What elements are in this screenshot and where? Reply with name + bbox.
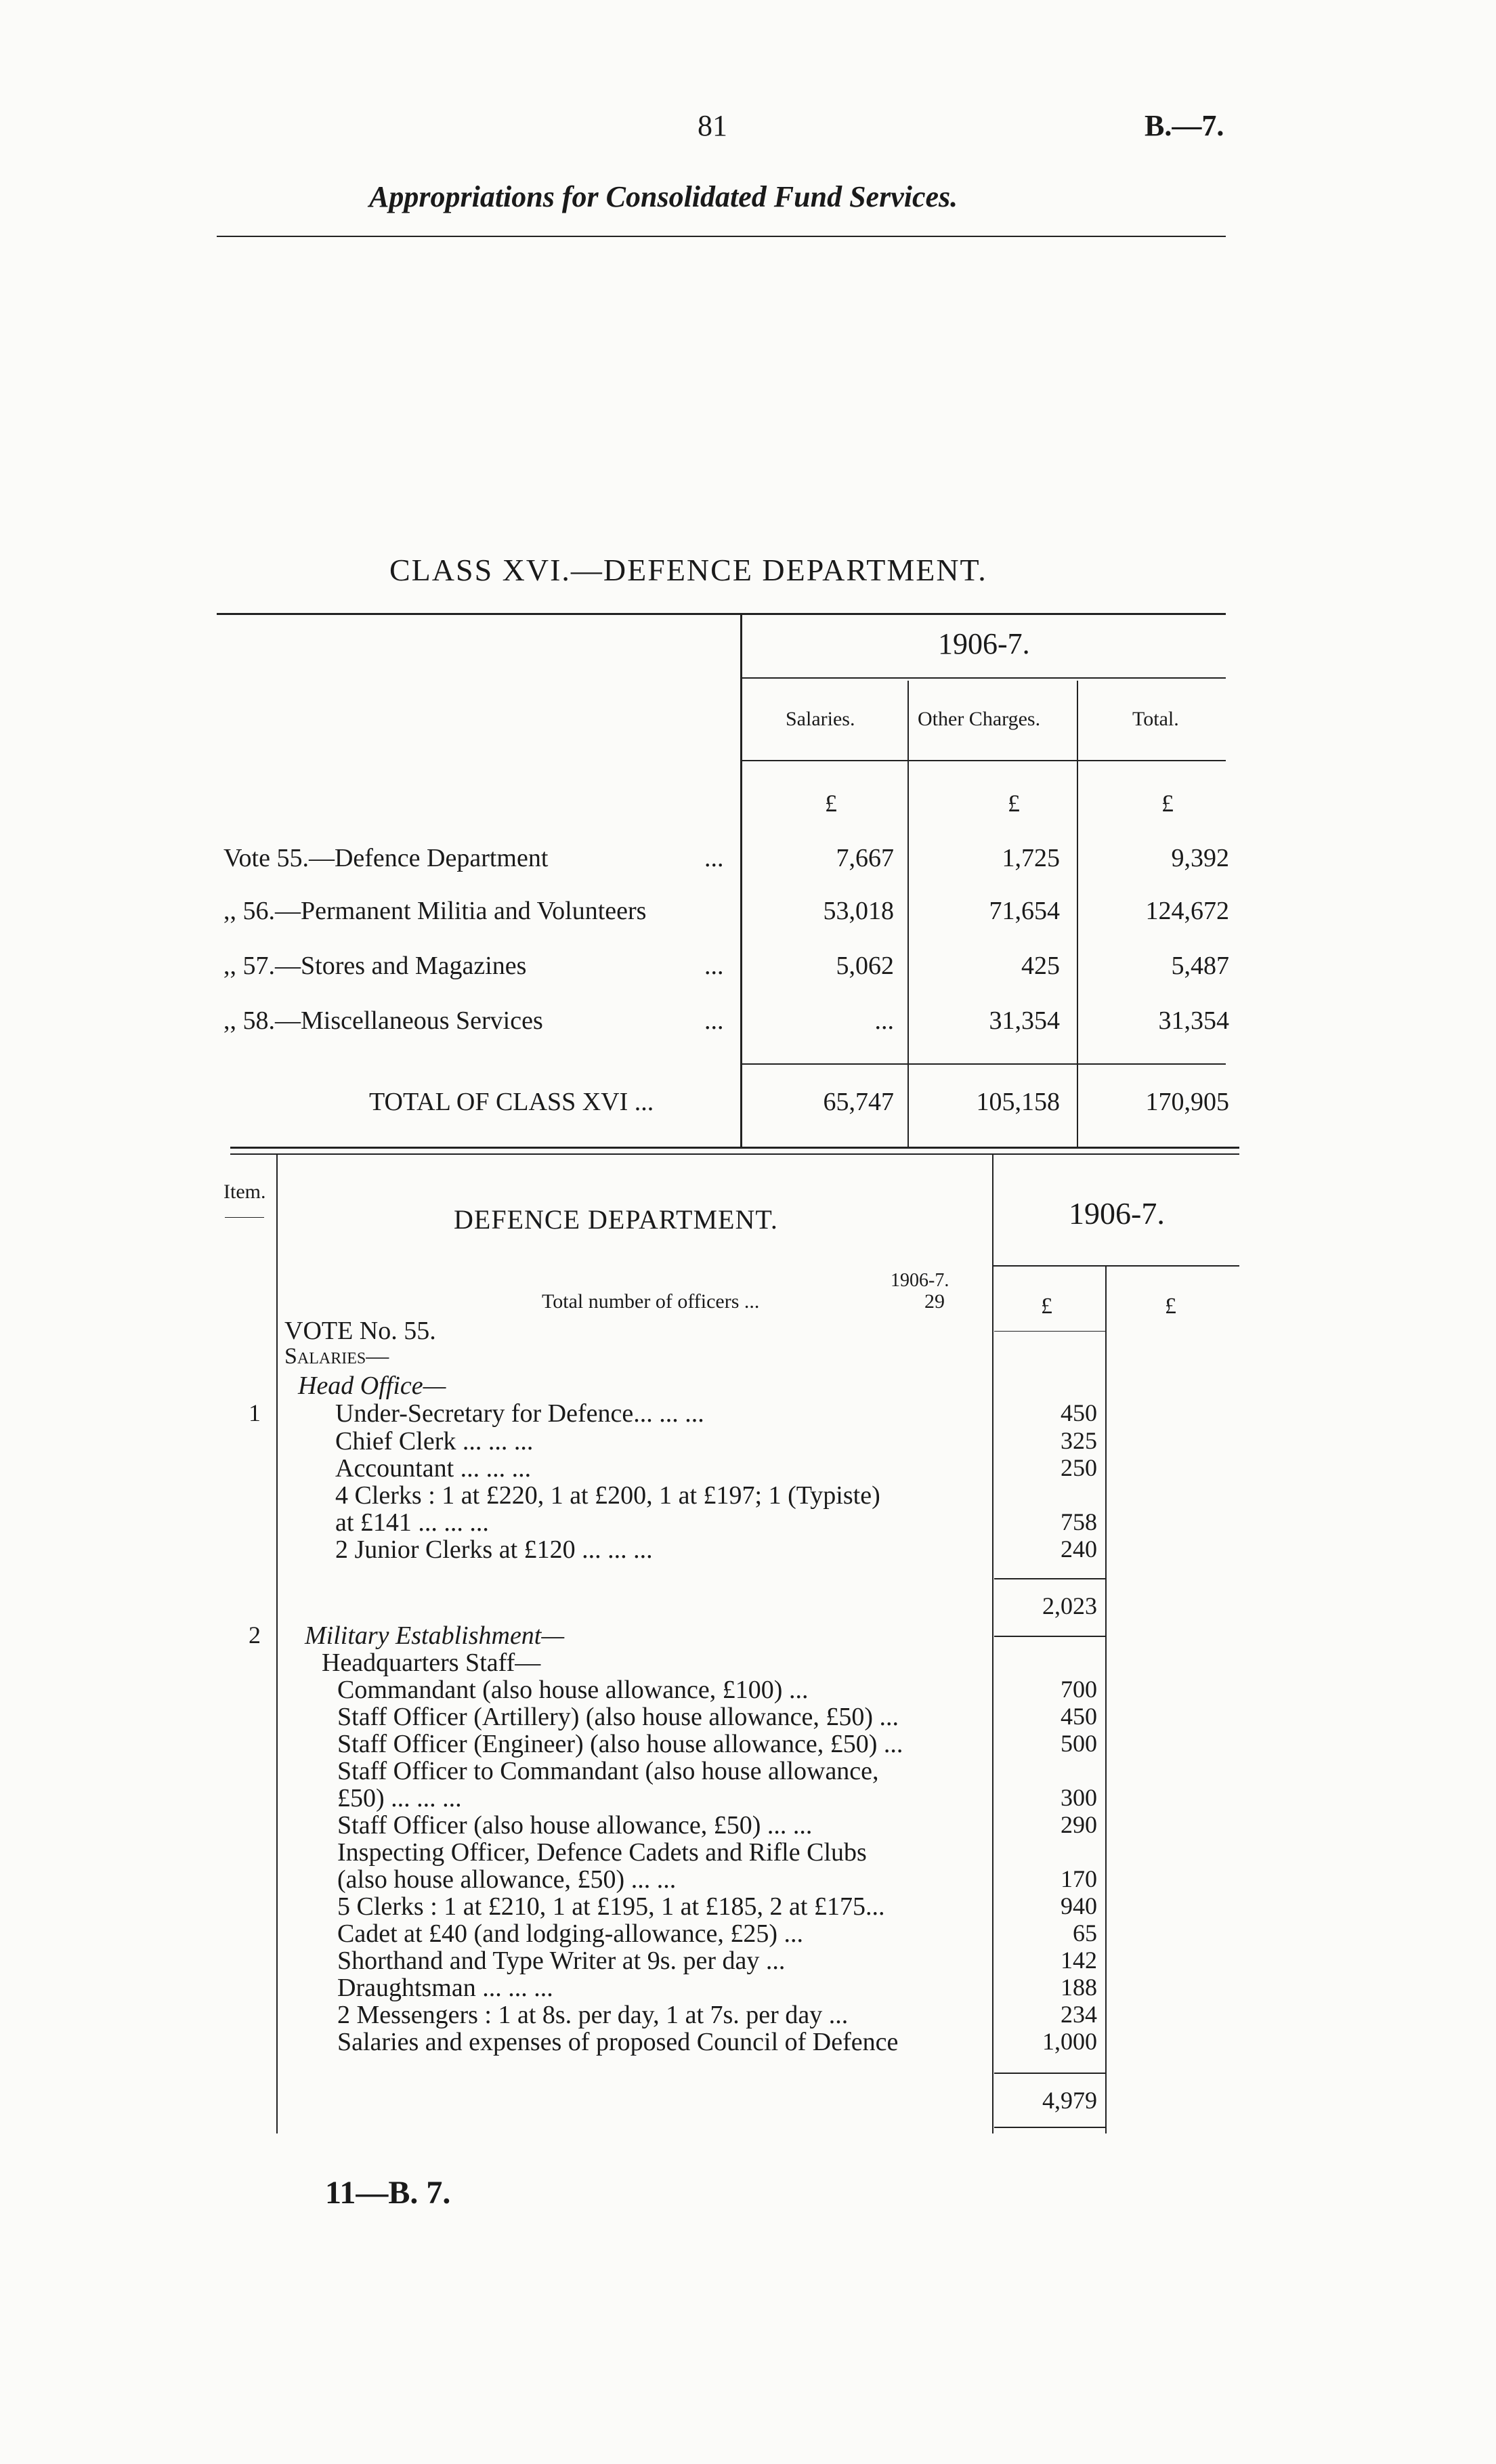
detail-year-rule xyxy=(992,1265,1239,1267)
signature-mark: 11—B. 7. xyxy=(325,2175,451,2211)
summary-row-dots: ... xyxy=(704,952,724,980)
line-text: Staff Officer (Artillery) (also house allowance, £50) ... xyxy=(337,1703,899,1731)
item-number: 2 xyxy=(249,1621,261,1649)
line-amount: 170 xyxy=(1061,1865,1097,1892)
summary-total-salaries: 65,747 xyxy=(823,1088,894,1116)
line-text: Staff Officer (also house allowance, £50) ... ... xyxy=(337,1811,813,1840)
line-amount: 450 xyxy=(1061,1399,1097,1426)
subtotal-rule xyxy=(994,2073,1105,2074)
line-amount: 65 xyxy=(1073,1919,1097,1947)
line-amount: 700 xyxy=(1061,1676,1097,1703)
col-head-other-charges: Other Charges. xyxy=(918,708,1041,730)
pound-other: £ xyxy=(1008,790,1020,817)
item-number: 1 xyxy=(249,1399,261,1426)
line-text: Chief Clerk ... ... ... xyxy=(335,1427,534,1456)
colhead-rule xyxy=(740,760,1226,761)
summary-row-other: 71,654 xyxy=(989,897,1060,925)
line-amount: 250 xyxy=(1061,1454,1097,1481)
line-text: Under-Secretary for Defence... ... ... xyxy=(335,1399,704,1428)
line-amount: 450 xyxy=(1061,1703,1097,1730)
summary-total-total: 170,905 xyxy=(1145,1088,1229,1116)
head-office-heading: Head Office— xyxy=(298,1372,446,1400)
summary-bottom-rule-2 xyxy=(230,1153,1239,1155)
col-head-total: Total. xyxy=(1132,708,1179,730)
summary-row-dots: ... xyxy=(704,1006,724,1035)
headquarters-heading: Headquarters Staff— xyxy=(322,1649,541,1677)
line-amount: 325 xyxy=(1061,1427,1097,1454)
line-text: 2 Junior Clerks at £120 ... ... ... xyxy=(335,1535,653,1564)
line-text: 2 Messengers : 1 at 8s. per day, 1 at 7s. per day ... xyxy=(337,2001,849,2029)
summary-year: 1906-7. xyxy=(938,627,1030,660)
item-col-divider xyxy=(276,1155,278,2133)
summary-row-salaries: 5,062 xyxy=(836,952,894,980)
line-text: Staff Officer to Commandant (also house allowance, xyxy=(337,1757,879,1785)
summary-row-label: Vote 55.—Defence Department xyxy=(223,844,549,872)
summary-row-salaries: ... xyxy=(874,1006,894,1035)
line-amount: 1,000 xyxy=(1042,2028,1097,2055)
officers-year: 1906-7. xyxy=(891,1270,949,1291)
pound-col-2: £ xyxy=(1165,1294,1176,1319)
summary-total-label: TOTAL OF CLASS XVI ... xyxy=(369,1088,654,1116)
summary-total-other: 105,158 xyxy=(976,1088,1060,1116)
officers-count: 29 xyxy=(924,1290,945,1313)
military-subtotal: 4,979 xyxy=(1042,2087,1097,2114)
page-number: 81 xyxy=(698,109,727,142)
line-text: Cadet at £40 (and lodging-allowance, £25) ... xyxy=(337,1919,804,1948)
pound-col-1: £ xyxy=(1041,1294,1052,1319)
summary-row-total: 124,672 xyxy=(1145,897,1229,925)
officers-label: Total number of officers ... xyxy=(542,1290,760,1313)
vote-number: VOTE No. 55. xyxy=(284,1317,436,1345)
summary-col-sep-1 xyxy=(907,681,909,1148)
summary-row-total: 31,354 xyxy=(1158,1006,1229,1035)
amount-head-rule xyxy=(994,1331,1105,1332)
summary-row-other: 425 xyxy=(1021,952,1060,980)
subtotal-rule-bottom xyxy=(994,2127,1105,2128)
item-header-dash xyxy=(225,1217,264,1218)
summary-year-rule xyxy=(740,677,1226,679)
summary-top-rule xyxy=(217,613,1226,615)
line-text: (also house allowance, £50) ... ... xyxy=(337,1865,677,1894)
summary-row-total: 5,487 xyxy=(1171,952,1229,980)
summary-row-salaries: 7,667 xyxy=(836,844,894,872)
amount-col-mid xyxy=(1105,1267,1107,2133)
line-text: Commandant (also house allowance, £100) ... xyxy=(337,1676,809,1704)
summary-row-label: ,, 58.—Miscellaneous Services xyxy=(223,1006,543,1035)
line-amount: 234 xyxy=(1061,2001,1097,2028)
summary-row-salaries: 53,018 xyxy=(823,897,894,925)
summary-row-total: 9,392 xyxy=(1171,844,1229,872)
pound-total: £ xyxy=(1161,790,1174,817)
line-amount: 188 xyxy=(1061,1974,1097,2001)
page-subtitle: Appropriations for Consolidated Fund Services. xyxy=(369,180,958,213)
line-text: Inspecting Officer, Defence Cadets and Rifle Clubs xyxy=(337,1838,867,1867)
line-amount: 142 xyxy=(1061,1947,1097,1974)
line-text: Staff Officer (Engineer) (also house allowance, £50) ... xyxy=(337,1730,903,1758)
line-amount: 300 xyxy=(1061,1784,1097,1811)
summary-divider xyxy=(740,613,742,1148)
line-text: £50) ... ... ... xyxy=(337,1784,462,1812)
line-amount: 940 xyxy=(1061,1892,1097,1919)
document-reference: B.—7. xyxy=(1145,109,1224,142)
subtotal-rule xyxy=(994,1578,1105,1579)
salaries-heading: Salaries— xyxy=(284,1344,389,1369)
line-text: Shorthand and Type Writer at 9s. per day ... xyxy=(337,1947,786,1975)
summary-row-label: ,, 57.—Stores and Magazines xyxy=(223,952,527,980)
line-amount: 240 xyxy=(1061,1535,1097,1563)
pound-salaries: £ xyxy=(825,790,837,817)
summary-row-other: 1,725 xyxy=(1002,844,1060,872)
summary-row-dots: ... xyxy=(704,844,724,872)
detail-year: 1906-7. xyxy=(1069,1196,1165,1231)
col-head-salaries: Salaries. xyxy=(786,708,855,730)
line-text: Salaries and expenses of proposed Council of Defence xyxy=(337,2028,899,2056)
line-amount: 500 xyxy=(1061,1730,1097,1757)
header-rule xyxy=(217,236,1226,237)
line-text: Accountant ... ... ... xyxy=(335,1454,532,1483)
summary-row-label: ,, 56.—Permanent Militia and Volunteers xyxy=(223,897,647,925)
item-header: Item. xyxy=(223,1181,266,1203)
department-title: DEFENCE DEPARTMENT. xyxy=(454,1204,778,1235)
total-rule xyxy=(740,1063,1226,1065)
line-amount: 758 xyxy=(1061,1508,1097,1535)
military-heading: Military Establishment— xyxy=(305,1621,565,1650)
line-text: Draughtsman ... ... ... xyxy=(337,1974,553,2002)
line-text: 5 Clerks : 1 at £210, 1 at £195, 1 at £185, 2 at £175... xyxy=(337,1892,885,1921)
subtotal-rule-bottom xyxy=(994,1636,1105,1637)
line-text: 4 Clerks : 1 at £220, 1 at £200, 1 at £197; 1 (Typiste) xyxy=(335,1481,880,1510)
class-title: CLASS XVI.—DEFENCE DEPARTMENT. xyxy=(389,553,987,587)
summary-bottom-rule-1 xyxy=(230,1147,1239,1149)
summary-col-sep-2 xyxy=(1077,681,1078,1148)
line-text: at £141 ... ... ... xyxy=(335,1508,489,1537)
line-amount: 290 xyxy=(1061,1811,1097,1838)
head-office-subtotal: 2,023 xyxy=(1042,1592,1097,1619)
summary-row-other: 31,354 xyxy=(989,1006,1060,1035)
